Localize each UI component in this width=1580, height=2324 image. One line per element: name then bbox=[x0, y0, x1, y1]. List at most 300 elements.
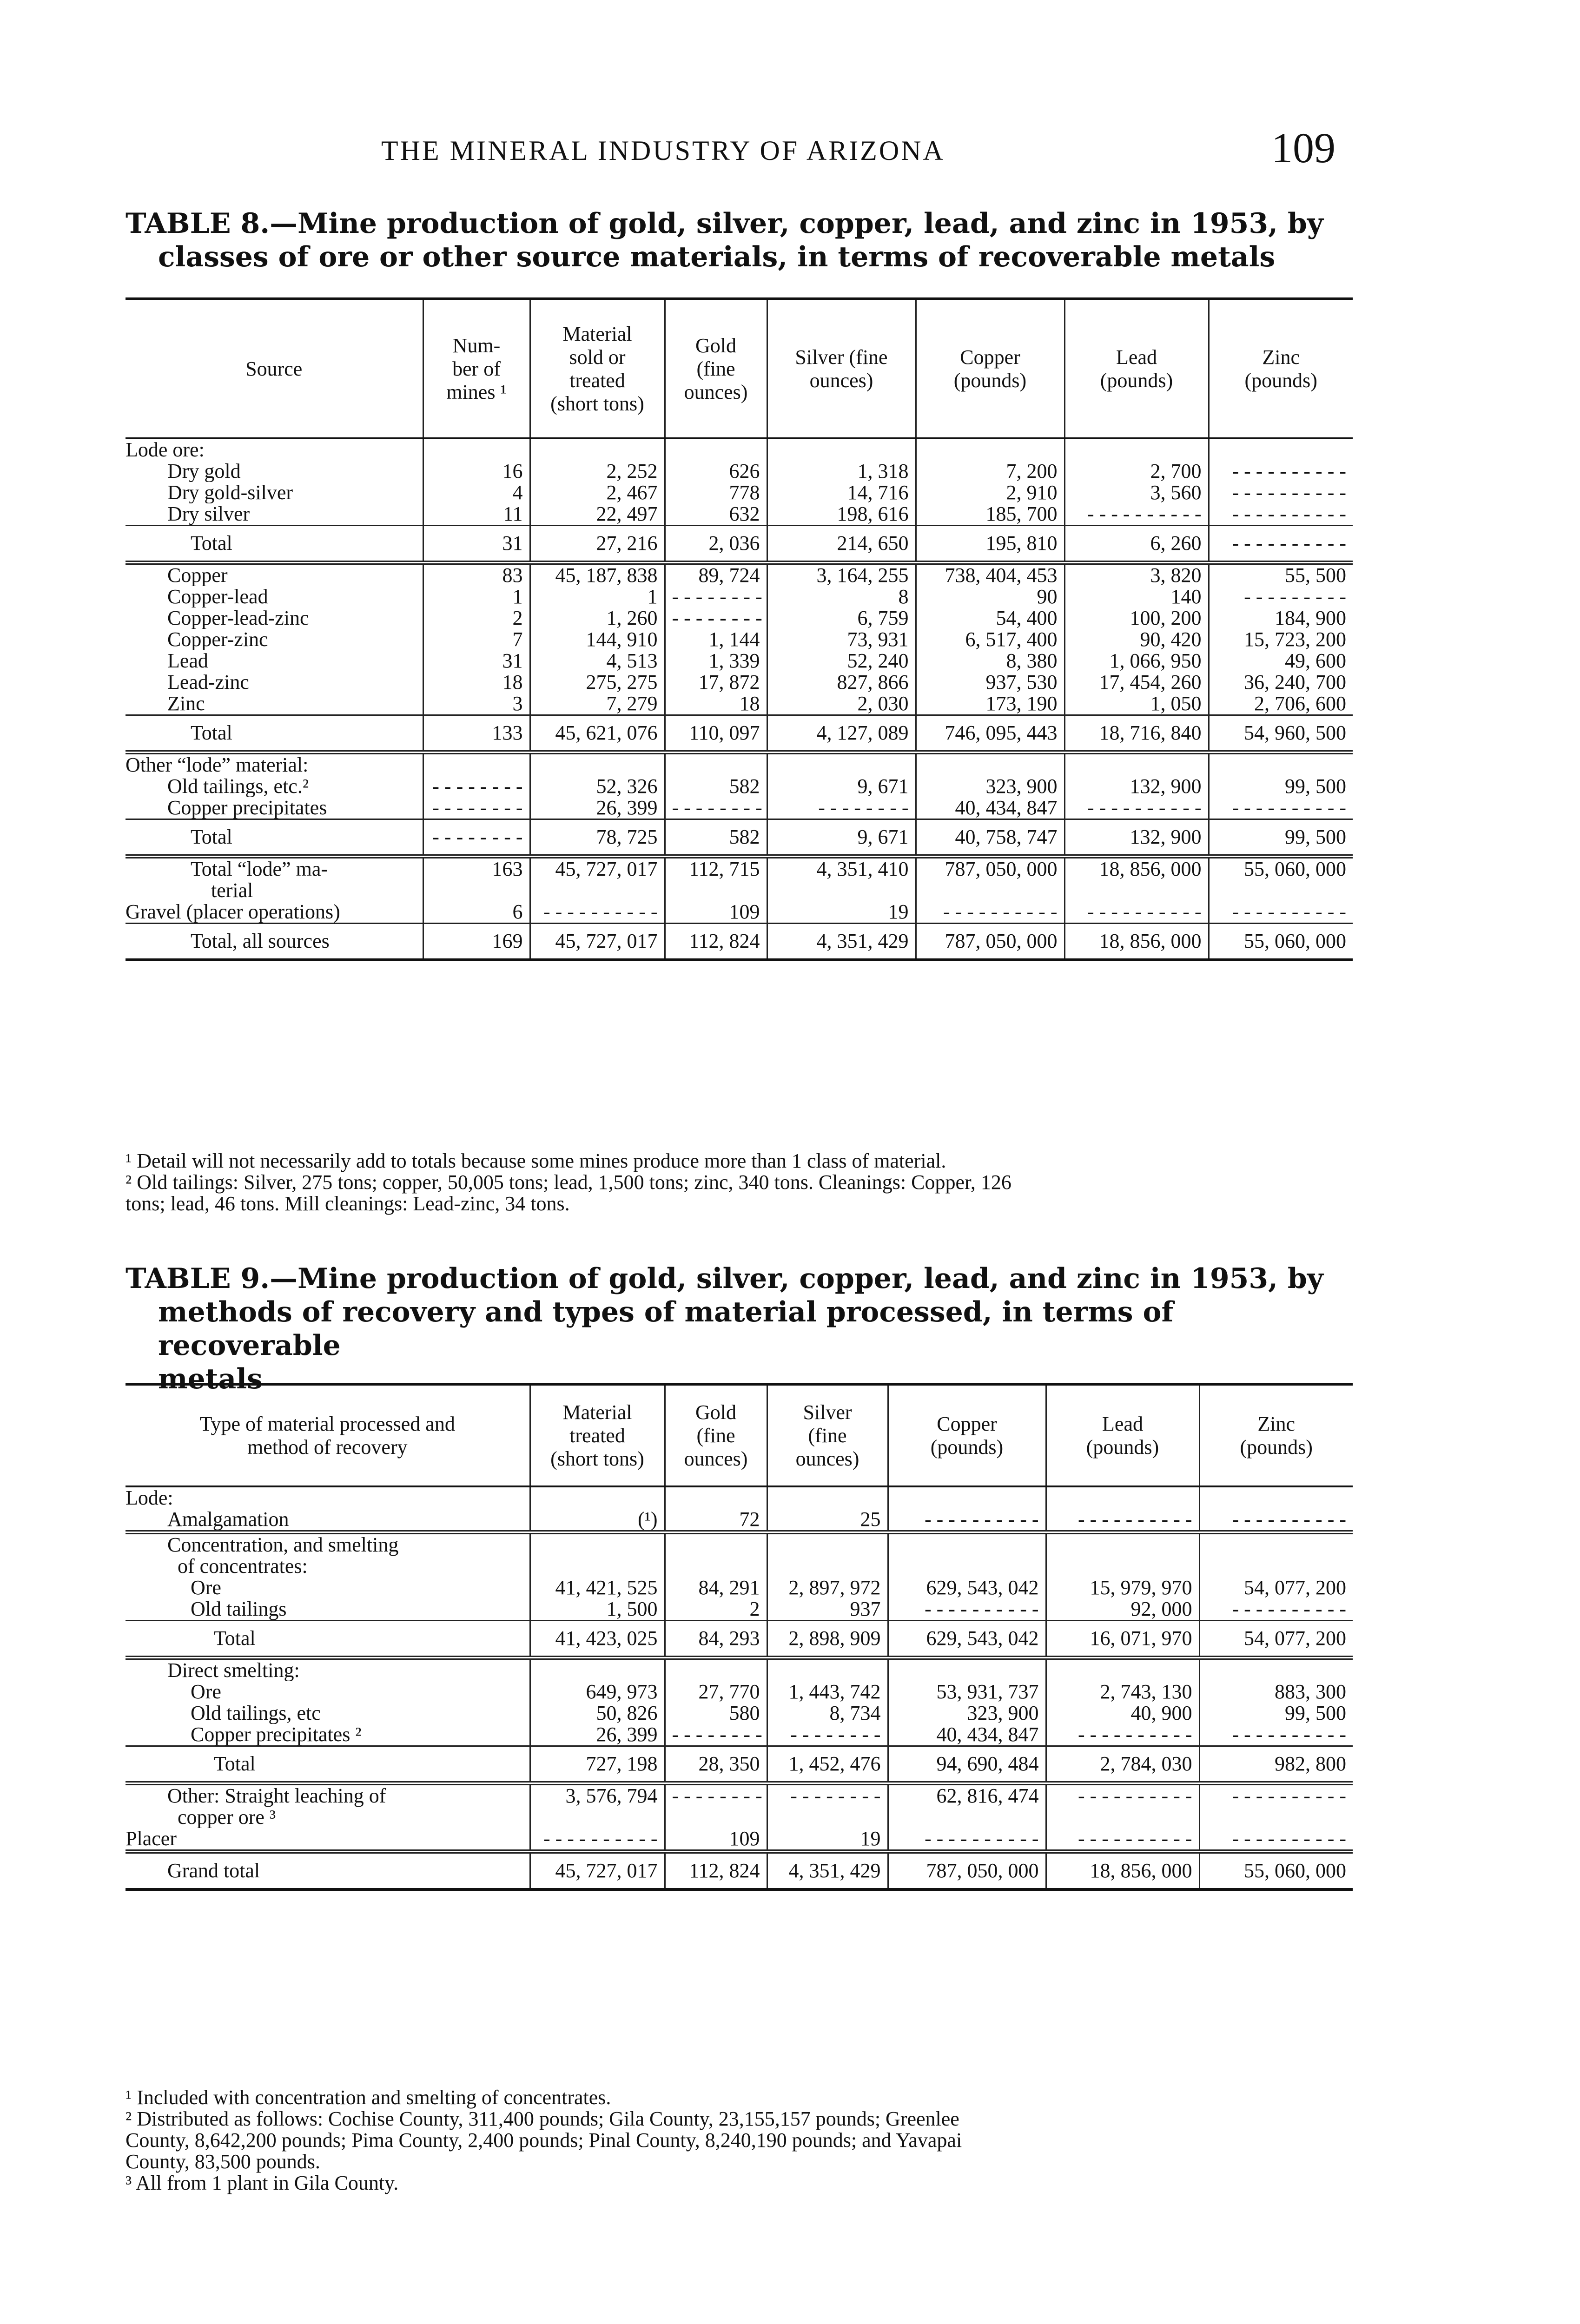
table8-row-label: Total “lode” ma- terial bbox=[126, 857, 423, 902]
table9-footnotes bbox=[126, 2087, 1353, 2194]
table8-footnote: ¹ Detail will not necessarily add to totals because some mines produce more than 1 class of material. bbox=[126, 1149, 946, 1172]
table8-cell: 6, 517, 400 bbox=[916, 629, 1064, 650]
table8-cell: 827, 866 bbox=[767, 672, 916, 693]
table8-row-label: Dry silver bbox=[167, 503, 250, 525]
table8-cell: 7, 279 bbox=[530, 693, 665, 715]
table8-caption-line2: classes of ore or other source materials, in terms of recoverable metals bbox=[158, 241, 1276, 273]
table9-cell bbox=[665, 1486, 767, 1509]
table8-row-label: Copper precipitates bbox=[167, 797, 327, 819]
table8-cell: 31 bbox=[423, 650, 530, 672]
table9-row-label: Placer bbox=[126, 1828, 177, 1850]
table8-cell: 738, 404, 453 bbox=[916, 563, 1064, 587]
table8-cell bbox=[423, 438, 530, 461]
table8-cell: 184, 900 bbox=[1209, 607, 1353, 629]
table8-cell: 195, 810 bbox=[916, 526, 1064, 563]
table9-cell: - - - - - - - - - - bbox=[1199, 1828, 1353, 1852]
table8-row-label: Total, all sources bbox=[126, 924, 423, 960]
table9-cell: 629, 543, 042 bbox=[888, 1621, 1046, 1658]
table9-cell bbox=[1046, 1486, 1199, 1509]
table8-cell: 55, 060, 000 bbox=[1209, 857, 1353, 902]
table8-cell: 55, 500 bbox=[1209, 563, 1353, 587]
table8-cell: 2, 467 bbox=[530, 482, 665, 503]
table8-cell: - - - - - - - - - - bbox=[1209, 526, 1353, 563]
table8-row bbox=[126, 797, 1353, 819]
table8-row bbox=[126, 753, 1353, 776]
table9-cell bbox=[767, 1486, 888, 1509]
table9-column-header: Copper (pounds) bbox=[888, 1384, 1046, 1486]
table9-cell: 982, 800 bbox=[1199, 1746, 1353, 1783]
table9-cell: 2, 897, 972 bbox=[767, 1577, 888, 1598]
table8-cell: 144, 910 bbox=[530, 629, 665, 650]
table9-cell: 1, 452, 476 bbox=[767, 1746, 888, 1783]
table8-cell: 6 bbox=[423, 901, 530, 924]
table8-row-label: Zinc bbox=[167, 693, 205, 715]
table9-row-label: Direct smelting: bbox=[126, 1658, 530, 1682]
table8-cell bbox=[916, 753, 1064, 776]
table9-cell: 15, 979, 970 bbox=[1046, 1577, 1199, 1598]
table9-cell bbox=[1199, 1486, 1353, 1509]
table9-cell: - - - - - - - - bbox=[767, 1783, 888, 1829]
table9-cell: - - - - - - - - - - bbox=[1199, 1783, 1353, 1829]
table8-cell: 4 bbox=[423, 482, 530, 503]
table9-cell: 40, 900 bbox=[1046, 1703, 1199, 1724]
table9-cell: 18, 856, 000 bbox=[1046, 1852, 1199, 1890]
table9-caption bbox=[126, 1262, 1353, 1396]
table8-cell: 1, 066, 950 bbox=[1064, 650, 1209, 672]
table9-cell bbox=[767, 1532, 888, 1578]
table8-cell: 787, 050, 000 bbox=[916, 924, 1064, 960]
table8-cell: 45, 621, 076 bbox=[530, 715, 665, 753]
table8-cell bbox=[665, 438, 767, 461]
table8-row-label: Copper-lead-zinc bbox=[167, 607, 309, 629]
table8-cell: 8, 380 bbox=[916, 650, 1064, 672]
table8-cell: 45, 727, 017 bbox=[530, 857, 665, 902]
table8-cell: 582 bbox=[665, 776, 767, 797]
table8-cell: 7 bbox=[423, 629, 530, 650]
table8-column-header: Source bbox=[245, 357, 303, 380]
table9-cell bbox=[888, 1532, 1046, 1578]
table8-cell: 4, 351, 410 bbox=[767, 857, 916, 902]
table9-column-header: Zinc (pounds) bbox=[1199, 1384, 1353, 1486]
table9-cell: 62, 816, 474 bbox=[888, 1783, 1046, 1829]
table9-cell: 649, 973 bbox=[530, 1681, 665, 1703]
table9-cell: 727, 198 bbox=[530, 1746, 665, 1783]
table8-row bbox=[126, 693, 1353, 715]
table8-caption bbox=[126, 207, 1353, 274]
table8-cell: 1, 050 bbox=[1064, 693, 1209, 715]
table9-row-label: Ore bbox=[191, 1681, 221, 1703]
table9-caption-line3: metals bbox=[158, 1363, 263, 1395]
table8-cell: 9, 671 bbox=[767, 819, 916, 857]
table8-cell bbox=[665, 753, 767, 776]
table8-row bbox=[126, 438, 1353, 461]
table8-cell: 937, 530 bbox=[916, 672, 1064, 693]
table8-cell: 3, 820 bbox=[1064, 563, 1209, 587]
table9-cell bbox=[1199, 1532, 1353, 1578]
table8-cell: 73, 931 bbox=[767, 629, 916, 650]
table9-footnote: ³ All from 1 plant in Gila County. bbox=[126, 2172, 399, 2194]
table9-column-header: Type of material processed and method of recovery bbox=[199, 1412, 455, 1459]
table9-row-label: Other: Straight leaching of copper ore ³ bbox=[126, 1783, 530, 1829]
table9-cell: - - - - - - - - - - bbox=[1046, 1724, 1199, 1746]
table9-cell: 45, 727, 017 bbox=[530, 1852, 665, 1890]
table8-cell: - - - - - - - - bbox=[767, 797, 916, 819]
table8-cell: 2, 036 bbox=[665, 526, 767, 563]
table8-cell: 632 bbox=[665, 503, 767, 526]
table8-row-label: Lead bbox=[167, 650, 208, 672]
table9-cell bbox=[530, 1658, 665, 1682]
table9-cell: - - - - - - - - - - bbox=[888, 1828, 1046, 1852]
table9-cell: 41, 421, 525 bbox=[530, 1577, 665, 1598]
table9-cell: - - - - - - - - bbox=[665, 1783, 767, 1829]
table8-column-header: Lead (pounds) bbox=[1064, 299, 1209, 438]
table9-cell: 54, 077, 200 bbox=[1199, 1621, 1353, 1658]
table8-cell: - - - - - - - - - - bbox=[530, 901, 665, 924]
table9-row bbox=[126, 1598, 1353, 1621]
table9-row-label: Old tailings bbox=[191, 1598, 287, 1620]
table8-cell: 4, 127, 089 bbox=[767, 715, 916, 753]
table9-row bbox=[126, 1783, 1353, 1829]
table9-cell: - - - - - - - - - - bbox=[1199, 1509, 1353, 1532]
table9-cell bbox=[665, 1658, 767, 1682]
table8-cell: 6, 260 bbox=[1064, 526, 1209, 563]
table9-row bbox=[126, 1681, 1353, 1703]
table9-row-label: Concentration, and smelting of concentrates: bbox=[126, 1532, 530, 1578]
running-title: THE MINERAL INDUSTRY OF ARIZONA bbox=[381, 135, 945, 166]
table9-footnote: ¹ Included with concentration and smelting of concentrates. bbox=[126, 2086, 611, 2109]
table8-cell: 8 bbox=[767, 586, 916, 607]
table8-cell: 31 bbox=[423, 526, 530, 563]
table8-cell: 18 bbox=[423, 672, 530, 693]
table9-row bbox=[126, 1577, 1353, 1598]
table8-cell: 54, 400 bbox=[916, 607, 1064, 629]
table8-cell: 17, 872 bbox=[665, 672, 767, 693]
table8-cell: 4, 351, 429 bbox=[767, 924, 916, 960]
table9-cell: 25 bbox=[767, 1509, 888, 1532]
table8-cell: 185, 700 bbox=[916, 503, 1064, 526]
table8-cell: 582 bbox=[665, 819, 767, 857]
table8-cell bbox=[1209, 753, 1353, 776]
table9-cell: 94, 690, 484 bbox=[888, 1746, 1046, 1783]
table9-row-label: Old tailings, etc bbox=[191, 1703, 321, 1724]
table8-row bbox=[126, 461, 1353, 482]
table9-cell: - - - - - - - - - - bbox=[1046, 1509, 1199, 1532]
table8-cell bbox=[916, 438, 1064, 461]
table9-cell: 1, 443, 742 bbox=[767, 1681, 888, 1703]
table8-cell: - - - - - - - - - - bbox=[916, 901, 1064, 924]
table9-header-row bbox=[126, 1384, 1353, 1486]
table8-cell: 778 bbox=[665, 482, 767, 503]
table8-cell: 2, 252 bbox=[530, 461, 665, 482]
table8-cell: 275, 275 bbox=[530, 672, 665, 693]
table8-row-label: Other “lode” material: bbox=[126, 753, 423, 776]
table8-row-label: Old tailings, etc.² bbox=[167, 776, 309, 797]
table8-cell: 198, 616 bbox=[767, 503, 916, 526]
table8-cell: 52, 326 bbox=[530, 776, 665, 797]
table8-row-label: Total bbox=[126, 819, 423, 857]
table8-row bbox=[126, 563, 1353, 587]
table8-cell bbox=[423, 753, 530, 776]
table8-row bbox=[126, 650, 1353, 672]
table9-cell: - - - - - - - - bbox=[665, 1724, 767, 1746]
table8-footnote: tons; lead, 46 tons. Mill cleanings: Lead-zinc, 34 tons. bbox=[126, 1192, 570, 1215]
table8-cell: 17, 454, 260 bbox=[1064, 672, 1209, 693]
table9-row bbox=[126, 1746, 1353, 1783]
table9-cell: 2, 898, 909 bbox=[767, 1621, 888, 1658]
table9-cell: 580 bbox=[665, 1703, 767, 1724]
table8-cell: 2 bbox=[423, 607, 530, 629]
table8-row bbox=[126, 901, 1353, 924]
table8-cell: 99, 500 bbox=[1209, 776, 1353, 797]
table8-cell: 22, 497 bbox=[530, 503, 665, 526]
table8-cell: 1 bbox=[530, 586, 665, 607]
table9-cell: 1, 500 bbox=[530, 1598, 665, 1621]
table9-cell: 883, 300 bbox=[1199, 1681, 1353, 1703]
table9-row bbox=[126, 1852, 1353, 1890]
table8-row bbox=[126, 857, 1353, 902]
table9-caption-line2: methods of recovery and types of material processed, in terms of recoverable bbox=[158, 1296, 1174, 1362]
table9-cell: 40, 434, 847 bbox=[888, 1724, 1046, 1746]
table9-cell: 72 bbox=[665, 1509, 767, 1532]
table9-cell: 4, 351, 429 bbox=[767, 1852, 888, 1890]
table9-cell: 2, 784, 030 bbox=[1046, 1746, 1199, 1783]
table8-cell: 89, 724 bbox=[665, 563, 767, 587]
table8-cell: 7, 200 bbox=[916, 461, 1064, 482]
table8-cell: 109 bbox=[665, 901, 767, 924]
table8-cell: 18 bbox=[665, 693, 767, 715]
table8-cell: 1, 260 bbox=[530, 607, 665, 629]
table8-body bbox=[126, 438, 1353, 960]
table9-cell: 3, 576, 794 bbox=[530, 1783, 665, 1829]
table8-cell: - - - - - - - - bbox=[423, 797, 530, 819]
table8-cell bbox=[767, 438, 916, 461]
table8-row bbox=[126, 526, 1353, 563]
table8-cell: 2, 706, 600 bbox=[1209, 693, 1353, 715]
table8-column-header: Copper (pounds) bbox=[916, 299, 1064, 438]
table8-cell: 36, 240, 700 bbox=[1209, 672, 1353, 693]
table8-cell: 54, 960, 500 bbox=[1209, 715, 1353, 753]
table9-row-label: Lode: bbox=[126, 1486, 173, 1509]
table8-cell: 132, 900 bbox=[1064, 776, 1209, 797]
table8-row-label: Dry gold bbox=[167, 461, 241, 482]
table9-row bbox=[126, 1658, 1353, 1682]
table8-cell: 3 bbox=[423, 693, 530, 715]
table9-cell bbox=[1046, 1658, 1199, 1682]
table9-row-label: Amalgamation bbox=[167, 1509, 289, 1531]
table8-row-label: Dry gold-silver bbox=[167, 482, 293, 503]
table8-cell: - - - - - - - - - - bbox=[1209, 797, 1353, 819]
table8-row-label: Total bbox=[126, 526, 423, 563]
table8-footnotes bbox=[126, 1150, 1353, 1215]
table8-column-header: Gold (fine ounces) bbox=[665, 299, 767, 438]
table8-cell: 1, 144 bbox=[665, 629, 767, 650]
page-number: 109 bbox=[1271, 124, 1335, 172]
table9-cell: - - - - - - - - - - bbox=[1199, 1598, 1353, 1621]
table9-cell: 28, 350 bbox=[665, 1746, 767, 1783]
table8-cell: 4, 513 bbox=[530, 650, 665, 672]
table9-cell: - - - - - - - - - - bbox=[1199, 1724, 1353, 1746]
table8-cell: 9, 671 bbox=[767, 776, 916, 797]
table9 bbox=[126, 1383, 1353, 1891]
table9-cell: 84, 293 bbox=[665, 1621, 767, 1658]
table9-column-header: Gold (fine ounces) bbox=[665, 1384, 767, 1486]
table9-row bbox=[126, 1486, 1353, 1509]
table8-cell: 112, 715 bbox=[665, 857, 767, 902]
table9-row-label: Grand total bbox=[126, 1852, 530, 1890]
table9-cell bbox=[1046, 1532, 1199, 1578]
table8-cell: 45, 727, 017 bbox=[530, 924, 665, 960]
table8-row-label: Lode ore: bbox=[126, 438, 205, 461]
table8-cell: 45, 187, 838 bbox=[530, 563, 665, 587]
table8-cell: - - - - - - - - bbox=[423, 819, 530, 857]
table8-row-label: Copper-zinc bbox=[167, 629, 268, 650]
table8-row-label: Copper-lead bbox=[167, 586, 268, 607]
table9-cell: 323, 900 bbox=[888, 1703, 1046, 1724]
table9-cell: 53, 931, 737 bbox=[888, 1681, 1046, 1703]
table8-cell: - - - - - - - - - - bbox=[1209, 503, 1353, 526]
table9-body bbox=[126, 1486, 1353, 1889]
table8-cell: - - - - - - - - - - bbox=[1064, 503, 1209, 526]
table9-cell: 27, 770 bbox=[665, 1681, 767, 1703]
table8-cell: - - - - - - - - bbox=[423, 776, 530, 797]
table8-footnote: ² Old tailings: Silver, 275 tons; copper, 50,005 tons; lead, 1,500 tons; zinc, 340 tons. Cleanings: Copper, 126 bbox=[126, 1171, 1011, 1194]
table9-cell: 41, 423, 025 bbox=[530, 1621, 665, 1658]
table9-cell: 8, 734 bbox=[767, 1703, 888, 1724]
table8 bbox=[126, 297, 1353, 961]
table9-column-header: Material treated (short tons) bbox=[530, 1384, 665, 1486]
table8-cell: - - - - - - - - - - bbox=[1209, 901, 1353, 924]
table8-cell: 1, 318 bbox=[767, 461, 916, 482]
table9-cell: 16, 071, 970 bbox=[1046, 1621, 1199, 1658]
table8-cell: 214, 650 bbox=[767, 526, 916, 563]
table8-cell bbox=[1209, 438, 1353, 461]
table9-cell: 54, 077, 200 bbox=[1199, 1577, 1353, 1598]
table8-cell: 11 bbox=[423, 503, 530, 526]
table8-cell: 110, 097 bbox=[665, 715, 767, 753]
table8-cell: - - - - - - - - - - bbox=[1064, 901, 1209, 924]
table9-cell: 937 bbox=[767, 1598, 888, 1621]
table9-row-label: Copper precipitates ² bbox=[191, 1724, 362, 1746]
table8-cell: 78, 725 bbox=[530, 819, 665, 857]
table8-cell bbox=[530, 753, 665, 776]
table9-cell: - - - - - - - - - - bbox=[1046, 1828, 1199, 1852]
table8-cell: 16 bbox=[423, 461, 530, 482]
table8-cell: 52, 240 bbox=[767, 650, 916, 672]
table8-cell: 626 bbox=[665, 461, 767, 482]
table9-cell: 109 bbox=[665, 1828, 767, 1852]
table9-cell bbox=[767, 1658, 888, 1682]
table8-column-header: Num- ber of mines ¹ bbox=[423, 299, 530, 438]
table8-cell: 140 bbox=[1064, 586, 1209, 607]
table9-cell: 2, 743, 130 bbox=[1046, 1681, 1199, 1703]
table8-row bbox=[126, 586, 1353, 607]
table9-cell: 787, 050, 000 bbox=[888, 1852, 1046, 1890]
table8-row bbox=[126, 819, 1353, 857]
table8-cell: 3, 164, 255 bbox=[767, 563, 916, 587]
table9-column-header: Lead (pounds) bbox=[1046, 1384, 1199, 1486]
table8-cell: 112, 824 bbox=[665, 924, 767, 960]
table9-cell: 55, 060, 000 bbox=[1199, 1852, 1353, 1890]
table8-row bbox=[126, 672, 1353, 693]
table9-caption-line1: TABLE 9.—Mine production of gold, silver, copper, lead, and zinc in 1953, by bbox=[126, 1262, 1323, 1295]
table8-cell: - - - - - - - - bbox=[665, 586, 767, 607]
table8-cell: 2, 030 bbox=[767, 693, 916, 715]
table9-cell: - - - - - - - - - - bbox=[1046, 1783, 1199, 1829]
table9-row-label: Ore bbox=[191, 1577, 221, 1598]
table8-cell: - - - - - - - - bbox=[665, 607, 767, 629]
table8-header-row bbox=[126, 299, 1353, 438]
table8-row bbox=[126, 715, 1353, 753]
table9-cell: 2 bbox=[665, 1598, 767, 1621]
table9-cell bbox=[888, 1658, 1046, 1682]
table8-column-header: Zinc (pounds) bbox=[1209, 299, 1353, 438]
table8-cell: 14, 716 bbox=[767, 482, 916, 503]
table8-row bbox=[126, 607, 1353, 629]
table8-cell: - - - - - - - - - bbox=[1209, 586, 1353, 607]
table8-cell: 40, 758, 747 bbox=[916, 819, 1064, 857]
table8-cell: - - - - - - - - - - bbox=[1209, 482, 1353, 503]
table8-row-label: Gravel (placer operations) bbox=[126, 901, 340, 923]
table8-row-label: Lead-zinc bbox=[167, 672, 249, 693]
table8-column-header: Silver (fine ounces) bbox=[767, 299, 916, 438]
table9-cell bbox=[888, 1486, 1046, 1509]
table8-cell: 55, 060, 000 bbox=[1209, 924, 1353, 960]
table9-cell: - - - - - - - - - - bbox=[888, 1598, 1046, 1621]
table8-cell: 49, 600 bbox=[1209, 650, 1353, 672]
table8-row bbox=[126, 629, 1353, 650]
table9-cell: 92, 000 bbox=[1046, 1598, 1199, 1621]
table9-row bbox=[126, 1828, 1353, 1852]
table8-cell bbox=[1064, 753, 1209, 776]
table8-cell: 1, 339 bbox=[665, 650, 767, 672]
table8-cell: 40, 434, 847 bbox=[916, 797, 1064, 819]
table8-cell: - - - - - - - - - - bbox=[1064, 797, 1209, 819]
table9-cell: 19 bbox=[767, 1828, 888, 1852]
table8-cell: 18, 716, 840 bbox=[1064, 715, 1209, 753]
table8-cell bbox=[530, 438, 665, 461]
table8-cell bbox=[1064, 438, 1209, 461]
table9-cell bbox=[530, 1486, 665, 1509]
table8-row bbox=[126, 924, 1353, 960]
table8-cell bbox=[767, 753, 916, 776]
table8-cell: 83 bbox=[423, 563, 530, 587]
table8-cell: 746, 095, 443 bbox=[916, 715, 1064, 753]
table8-cell: 26, 399 bbox=[530, 797, 665, 819]
table9-cell bbox=[665, 1532, 767, 1578]
table8-row bbox=[126, 503, 1353, 526]
table9-cell: 629, 543, 042 bbox=[888, 1577, 1046, 1598]
table8-row-label: Total bbox=[126, 715, 423, 753]
table8-cell: 100, 200 bbox=[1064, 607, 1209, 629]
table8-cell: - - - - - - - - - - bbox=[1209, 461, 1353, 482]
table8-cell: 2, 700 bbox=[1064, 461, 1209, 482]
table9-footnote: ² Distributed as follows: Cochise County, 311,400 pounds; Gila County, 23,155,157 pounds; Greenlee bbox=[126, 2107, 959, 2130]
table8-cell: 27, 216 bbox=[530, 526, 665, 563]
table9-cell: 26, 399 bbox=[530, 1724, 665, 1746]
table8-cell: 99, 500 bbox=[1209, 819, 1353, 857]
table8-cell: 3, 560 bbox=[1064, 482, 1209, 503]
table8-row bbox=[126, 482, 1353, 503]
table8-cell: 787, 050, 000 bbox=[916, 857, 1064, 902]
table8-cell: 323, 900 bbox=[916, 776, 1064, 797]
table9-cell: 84, 291 bbox=[665, 1577, 767, 1598]
table9-row-label: Total bbox=[126, 1746, 530, 1783]
table9-row-label: Total bbox=[126, 1621, 530, 1658]
table8-cell: 173, 190 bbox=[916, 693, 1064, 715]
table8-cell: 90 bbox=[916, 586, 1064, 607]
table8-row-label: Copper bbox=[126, 563, 423, 587]
table9-cell bbox=[530, 1532, 665, 1578]
